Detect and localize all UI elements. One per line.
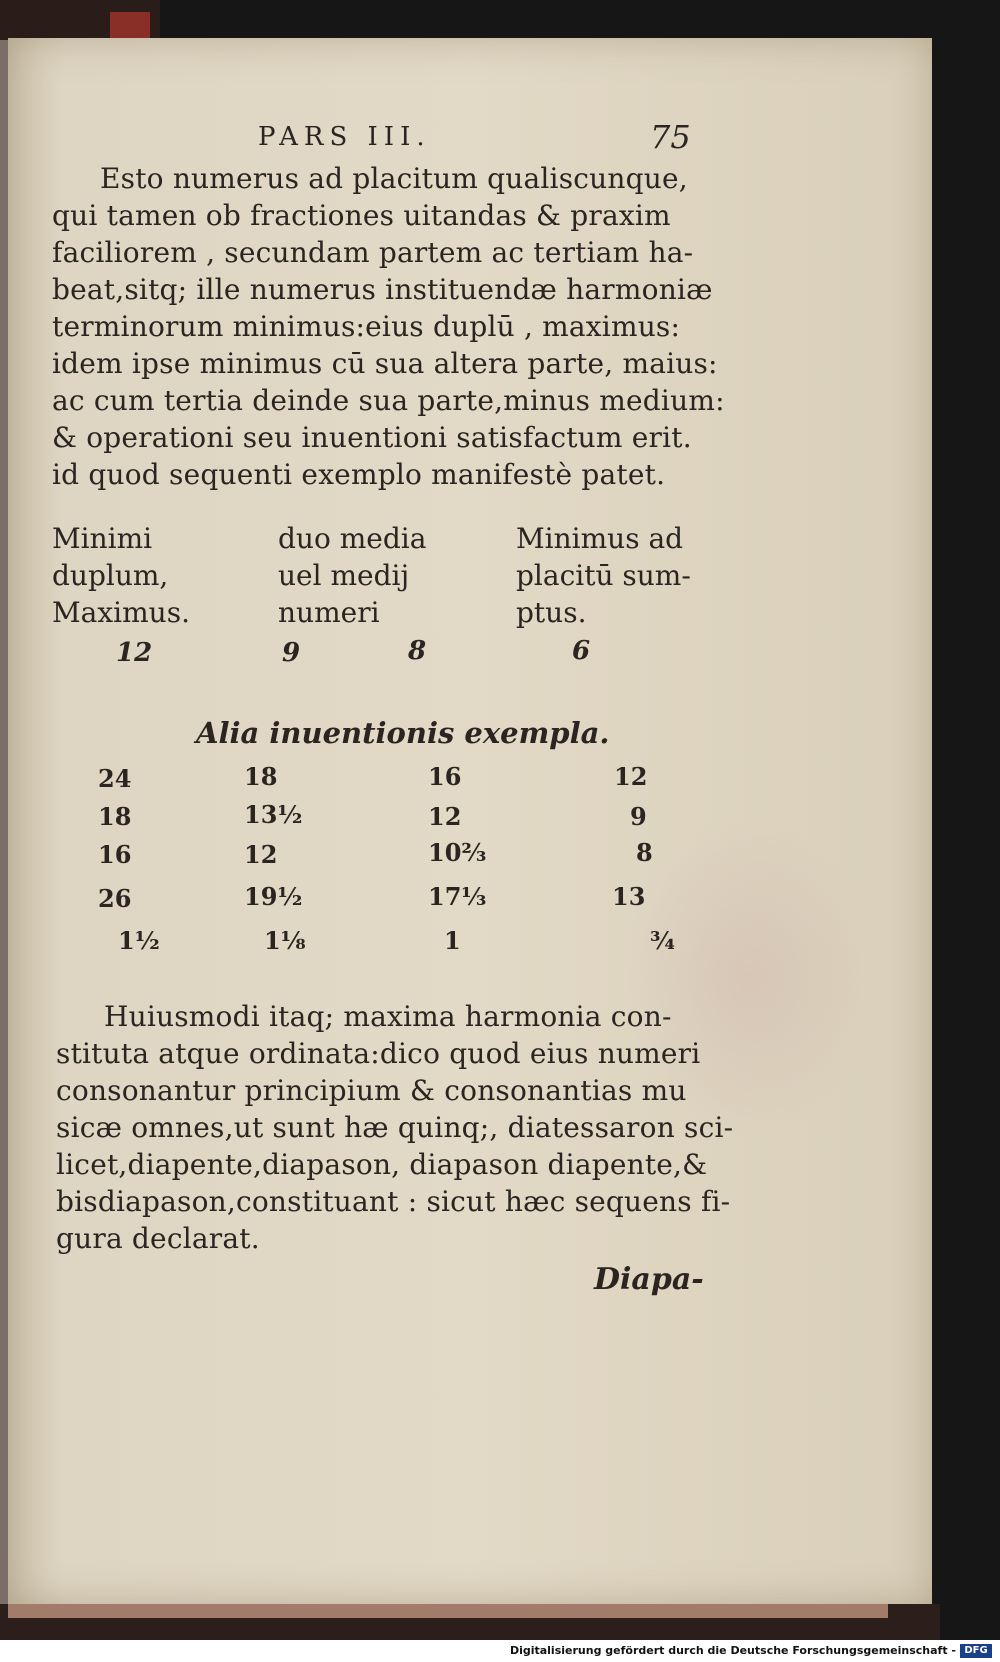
table-cell: 16	[98, 840, 132, 869]
text-line: gura declarat.	[56, 1222, 260, 1255]
subheading: Alia inuentionis exempla.	[196, 716, 610, 750]
table-cell: 16	[428, 762, 462, 791]
table-cell: 26	[98, 884, 132, 913]
text-line: faciliorem , secundam partem ac tertiam ha-	[52, 236, 694, 269]
table-cell: 18	[244, 762, 278, 791]
table-cell: 12	[428, 802, 462, 831]
table-cell: 1	[444, 926, 461, 955]
table-cell: 12	[244, 840, 278, 869]
paragraph-2	[56, 998, 734, 1257]
table-cell: 13½	[244, 800, 303, 829]
table-cell: 9	[630, 802, 647, 831]
example-label-media: duo media uel medij numeri	[278, 522, 427, 629]
catchword: Diapa-	[594, 1262, 704, 1297]
text-line: beat,sitq; ille numerus instituendæ harmoniæ	[52, 273, 713, 306]
text-line: stituta atque ordinata:dico quod eius numeri	[56, 1037, 701, 1070]
text-line: sicæ omnes,ut sunt hæ quinq;, diatessaron sci-	[56, 1111, 734, 1144]
page-number: 75	[650, 118, 691, 156]
footer-credit: Digitalisierung gefördert durch die Deutsche Forschungsgemeinschaft -	[509, 1644, 956, 1657]
text-line: idem ipse minimus cū sua altera parte, maius:	[52, 347, 718, 380]
table-cell: ¾	[650, 926, 676, 955]
page-header	[0, 118, 940, 158]
table-cell: 10⅔	[428, 838, 487, 867]
example-label-minimus: Minimus ad placitū sum- ptus.	[516, 522, 691, 629]
dfg-logo: DFG	[960, 1644, 992, 1658]
text-line: id quod sequenti exemplo manifestè patet.	[52, 458, 666, 491]
table-cell: 1½	[118, 926, 160, 955]
text-line: licet,diapente,diapason, diapason diapente,&	[56, 1148, 708, 1181]
example-number: 6	[572, 636, 591, 666]
table-cell: 17⅓	[428, 882, 487, 911]
paragraph-1	[52, 160, 725, 493]
text-line: Huiusmodi itaq; maxima harmonia con-	[104, 1000, 672, 1033]
example-label-maximus: Minimi duplum, Maximus.	[52, 522, 190, 629]
table-cell: 13	[612, 882, 646, 911]
text-line: & operationi seu inuentioni satisfactum erit.	[52, 421, 692, 454]
page-bottom-edge	[8, 1604, 888, 1618]
table-cell: 18	[98, 802, 132, 831]
example-number: 8	[408, 636, 427, 666]
text-line: qui tamen ob fractiones uitandas & praxim	[52, 199, 671, 232]
text-line: ac cum tertia deinde sua parte,minus medium:	[52, 384, 725, 417]
text-line: bisdiapason,constituant : sicut hæc sequens fi-	[56, 1185, 731, 1218]
running-head: PARS III.	[258, 122, 431, 152]
example-number: 9	[282, 638, 301, 668]
example-number: 12	[116, 638, 153, 668]
table-cell: 8	[636, 838, 653, 867]
text-line: Esto numerus ad placitum qualiscunque,	[100, 162, 688, 195]
table-cell: 1⅛	[264, 926, 306, 955]
table-cell: 12	[614, 762, 648, 791]
table-cell: 19½	[244, 882, 303, 911]
book-spine-ribbon	[110, 12, 150, 38]
text-line: consonantur principium & consonantias mu	[56, 1074, 687, 1107]
text-line: terminorum minimus:eius duplū , maximus:	[52, 310, 681, 343]
table-cell: 24	[98, 764, 132, 793]
